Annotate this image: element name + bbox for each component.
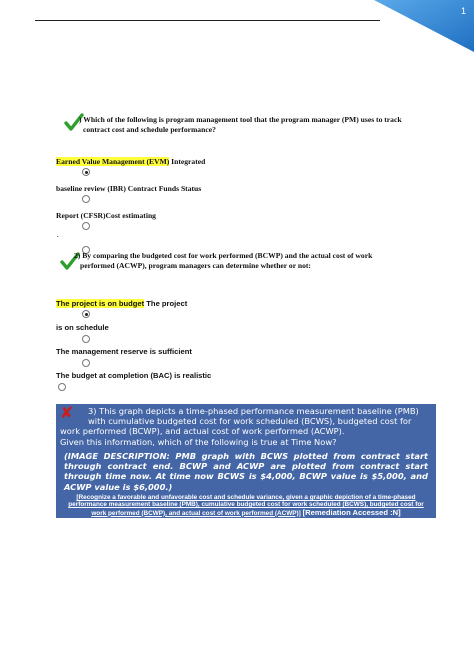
remediation-hint: [Recognize a favorable and unfavorable cost and schedule variance, given a graphic depiction of a time-phased performance measurement baseline (PMB), cumulative budgeted cost for work scheduled (BCWS), budgeted cost for work performed (BCWP), and actual cost of work performed (ACWP)] <box>68 494 424 517</box>
q2-option-1-highlight: The project is on budget <box>56 299 145 308</box>
q1-option-3-label: Report (CFSR)Cost estimating <box>56 211 156 220</box>
question-3-panel <box>56 404 436 518</box>
q2-option-1-label: The project is on budget The project <box>56 299 188 308</box>
image-description: (IMAGE DESCRIPTION: PMB graph with BCWS plotted from contract start through contract end. BCWP and ACWP are plotted from contract start through time now. At time now BCWS is $4,000, BCWP value is $5,000, and ACWP value is $6,000.) <box>64 451 428 492</box>
q2-option-4-radio[interactable] <box>58 383 66 391</box>
page-corner-decoration <box>374 0 474 52</box>
question-2-text: 2) By comparing the budgeted cost for work performed (BCWP) and the actual cost of work performed (ACWP), program managers can determine whether or not: <box>74 251 373 270</box>
q1-option-1-label: Earned Value Management (EVM) Integrated <box>56 157 206 166</box>
cross-icon: ✘ <box>60 403 74 422</box>
q1-option-1-highlight: Earned Value Management (EVM) <box>56 157 170 166</box>
page-number: 1 <box>460 6 466 16</box>
q1-option-4-label: . <box>57 233 59 239</box>
question-3-text: 3) This graph depicts a time-phased performance measurement baseline (PMB) with cumulative budgeted cost for work scheduled (BCWS), budgeted cost for work performed (BCWP), and actual cost of work performed (ACWP). Given this information, which of the following is true at Time Now? <box>60 406 419 447</box>
remediation-status: [Remediation Accessed :N] <box>302 507 401 517</box>
q2-option-4-label: The budget at completion (BAC) is realistic <box>56 371 212 380</box>
remediation-note <box>60 494 432 517</box>
q2-option-2-label: is on schedule <box>56 323 109 332</box>
header-rule <box>35 20 380 21</box>
q1-option-2-radio[interactable] <box>82 195 90 203</box>
q2-option-3-radio[interactable] <box>82 359 90 367</box>
q2-option-1-radio[interactable] <box>82 310 90 318</box>
q2-option-2-radio[interactable] <box>82 335 90 343</box>
q1-option-3-radio[interactable] <box>82 222 90 230</box>
q1-option-1-radio[interactable] <box>82 168 90 176</box>
q1-option-2-label: baseline review (IBR) Contract Funds Status <box>56 184 202 193</box>
q2-option-3-label: The management reserve is sufficient <box>56 347 192 356</box>
question-1-text: ) Which of the following is program management tool that the program manager (PM) uses to track contract cost and schedule performance? <box>79 115 402 134</box>
